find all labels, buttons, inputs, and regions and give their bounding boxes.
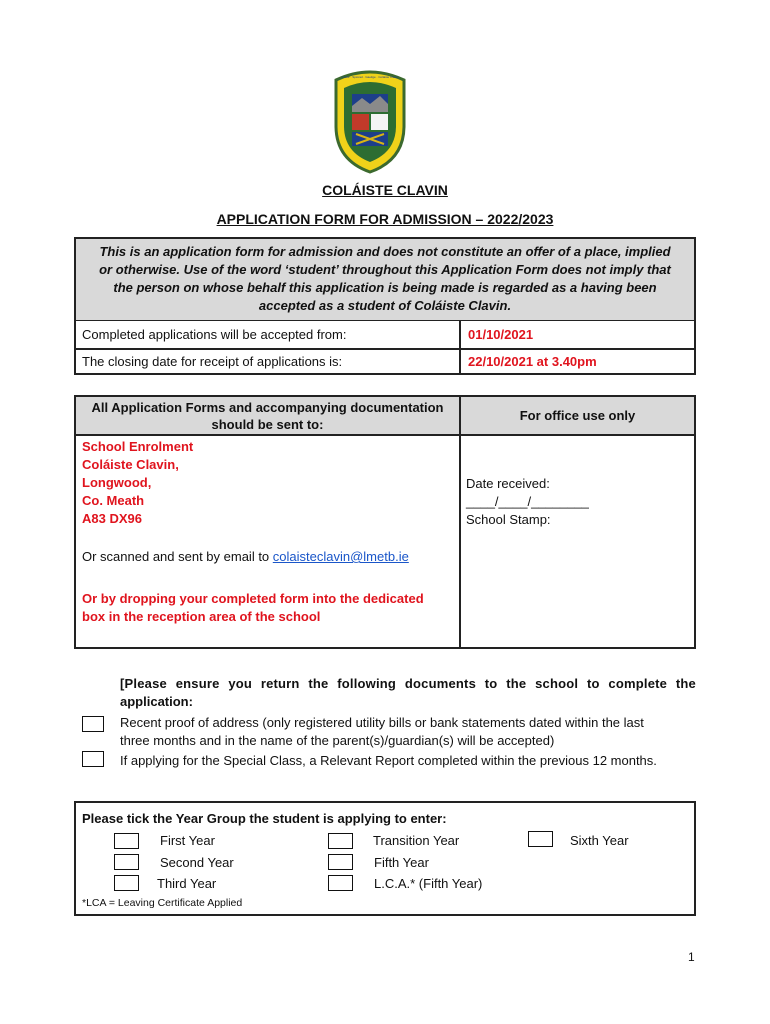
transition-year-label: Transition Year: [373, 833, 460, 848]
intro-dates-box: [74, 237, 696, 375]
address-line: School Enrolment: [82, 439, 194, 454]
lca-label: L.C.A.* (Fifth Year): [374, 876, 483, 891]
school-stamp-label: School Stamp:: [466, 512, 551, 527]
relevant-report-item: If applying for the Special Class, a Relevant Report completed within the previous 12 months.: [120, 753, 657, 768]
email-line: [82, 549, 409, 564]
third-year-checkbox[interactable]: [114, 875, 139, 891]
intro-line: accepted as a student of Coláiste Clavin.: [258, 298, 512, 313]
documents-instruction-cont: application:: [120, 694, 193, 709]
lca-footnote: *LCA = Leaving Certificate Applied: [82, 897, 243, 909]
submission-header-line: All Application Forms and accompanying documentation: [91, 400, 444, 415]
address-line: Longwood,: [82, 475, 152, 490]
close-date-value: 22/10/2021 at 3.40pm: [468, 354, 597, 369]
office-use-fields: [466, 475, 589, 529]
date-received-label: Date received:: [466, 476, 550, 491]
email-link[interactable]: colaisteclavin@lmetb.ie: [272, 549, 409, 564]
lca-checkbox[interactable]: [328, 875, 353, 891]
close-date-label: The closing date for receipt of applications is:: [82, 354, 343, 369]
second-year-checkbox[interactable]: [114, 854, 139, 870]
intro-disclaimer: [76, 239, 694, 321]
sixth-year-label: Sixth Year: [570, 833, 629, 848]
documents-instruction: [Please ensure you return the following documents to the school to complete the: [120, 676, 696, 691]
form-title: APPLICATION FORM FOR ADMISSION – 2022/2023: [216, 211, 554, 227]
relevant-report-checkbox[interactable]: [82, 751, 104, 767]
email-prefix: Or scanned and sent by email to: [82, 549, 273, 564]
submission-box: [74, 395, 696, 649]
page-number: 1: [688, 950, 695, 964]
proof-of-address-item: [120, 714, 698, 750]
open-date-label: Completed applications will be accepted from:: [82, 327, 347, 342]
second-year-label: Second Year: [160, 855, 234, 870]
first-year-checkbox[interactable]: [114, 833, 139, 849]
address-line: A83 DX96: [82, 511, 142, 526]
school-name: COLÁISTE CLAVIN: [322, 182, 448, 198]
school-crest: [330, 68, 410, 176]
first-year-label: First Year: [160, 833, 215, 848]
submission-header: [76, 397, 459, 434]
intro-line: the person on whose behalf this application is being made is regarded as a having been: [113, 280, 657, 295]
sixth-year-checkbox[interactable]: [528, 831, 553, 847]
crest-ring-text: Cúltúr · Spiorad · Gaeilge · Coláiste Clavin: [341, 75, 399, 79]
address-line: Co. Meath: [82, 493, 145, 508]
fifth-year-label: Fifth Year: [374, 855, 429, 870]
address-line: Coláiste Clavin,: [82, 457, 179, 472]
open-date-value: 01/10/2021: [468, 327, 534, 342]
date-received-blank[interactable]: ____/____/________: [466, 494, 589, 509]
submission-header-line: should be sent to:: [211, 417, 324, 432]
document-item-line: Recent proof of address (only registered utility bills or bank statements dated within the last: [120, 715, 644, 730]
year-group-heading: Please tick the Year Group the student is applying to enter:: [82, 811, 447, 826]
dropoff-line: Or by dropping your completed form into the dedicated: [82, 591, 424, 606]
document-item-line: three months and in the name of the parent(s)/guardian(s) will be accepted): [120, 733, 555, 748]
intro-line: This is an application form for admission and does not constitute an offer of a place, implied: [99, 244, 671, 259]
year-group-box: [74, 801, 696, 916]
open-date-row: [76, 322, 694, 348]
proof-of-address-checkbox[interactable]: [82, 716, 104, 732]
dropoff-line: box in the reception area of the school: [82, 609, 321, 624]
third-year-label: Third Year: [157, 876, 217, 891]
postal-address: [82, 438, 193, 528]
transition-year-checkbox[interactable]: [328, 833, 353, 849]
intro-line: or otherwise. Use of the word ‘student’ throughout this Application Form does not imply that: [99, 262, 671, 277]
close-date-row: [76, 349, 694, 375]
office-use-header: For office use only: [461, 397, 694, 434]
fifth-year-checkbox[interactable]: [328, 854, 353, 870]
dropoff-note: [82, 590, 424, 626]
